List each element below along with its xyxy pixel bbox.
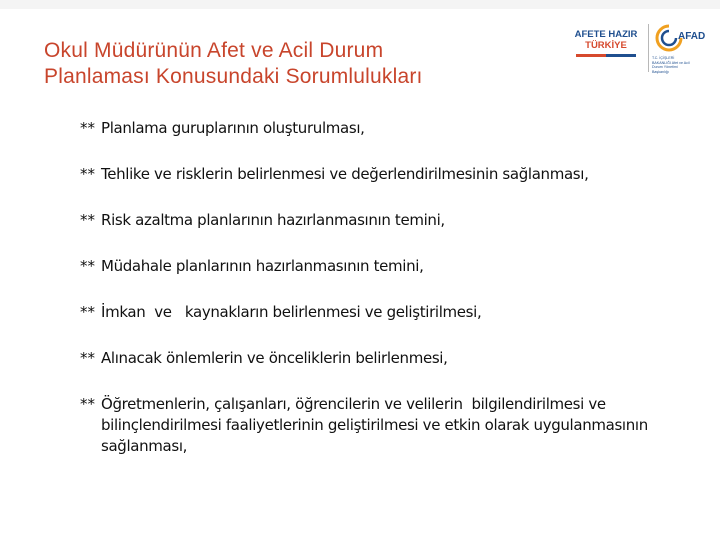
list-item-text: İmkan ve kaynakların belirlenmesi ve geliştirilmesi, bbox=[101, 303, 482, 321]
list-marker: ** bbox=[80, 349, 95, 367]
afad-subtext: T.C. İÇİŞLERİ BAKANLIĞI Afet ve Acil Durum Yönetimi Başkanlığı bbox=[652, 56, 690, 74]
list-item bbox=[80, 348, 690, 368]
list-item bbox=[80, 256, 690, 276]
responsibility-list bbox=[80, 118, 690, 483]
title-line-1: Okul Müdürünün Afet ve Acil Durum bbox=[44, 39, 384, 62]
list-marker: ** bbox=[80, 395, 95, 413]
logo-group bbox=[560, 20, 706, 90]
list-marker: ** bbox=[80, 303, 95, 321]
logo-divider bbox=[648, 24, 649, 72]
list-item bbox=[80, 210, 690, 230]
afad-logo-text: AFAD bbox=[678, 31, 706, 42]
turkiye-text: TÜRKİYE bbox=[585, 40, 627, 51]
list-item-text: Alınacak önlemlerin ve önceliklerin belirlenmesi, bbox=[101, 349, 448, 367]
list-item-text: Tehlike ve risklerin belirlenmesi ve değerlendirilmesinin sağlanması, bbox=[101, 165, 589, 183]
list-item-text: Planlama guruplarının oluşturulması, bbox=[101, 119, 365, 137]
list-item bbox=[80, 118, 690, 138]
list-item-text: Öğretmenlerin, çalışanları, öğrencilerin ve velilerin bilgilendirilmesi ve bilinçlendirilmesi faaliyetlerinin geliştirilmesi ve etkin olarak uygulanmasının sağlanması, bbox=[101, 395, 653, 455]
afete-hazir-logo bbox=[566, 29, 646, 57]
list-marker: ** bbox=[80, 211, 95, 229]
list-marker: ** bbox=[80, 257, 95, 275]
list-item-text: Risk azaltma planlarının hazırlanmasının temini, bbox=[101, 211, 445, 229]
list-marker: ** bbox=[80, 119, 95, 137]
afete-hazir-text: AFETE HAZIR bbox=[574, 29, 638, 40]
title-line-2: Planlaması Konusundaki Sorumlulukları bbox=[44, 65, 423, 88]
list-item bbox=[80, 302, 690, 322]
list-marker: ** bbox=[80, 165, 95, 183]
list-item-text: Müdahale planlarının hazırlanmasının temini, bbox=[101, 257, 424, 275]
page-title bbox=[44, 38, 544, 90]
list-item bbox=[80, 394, 690, 457]
top-bar bbox=[0, 0, 720, 9]
afete-logo-stripe bbox=[576, 54, 636, 57]
list-item bbox=[80, 164, 690, 184]
